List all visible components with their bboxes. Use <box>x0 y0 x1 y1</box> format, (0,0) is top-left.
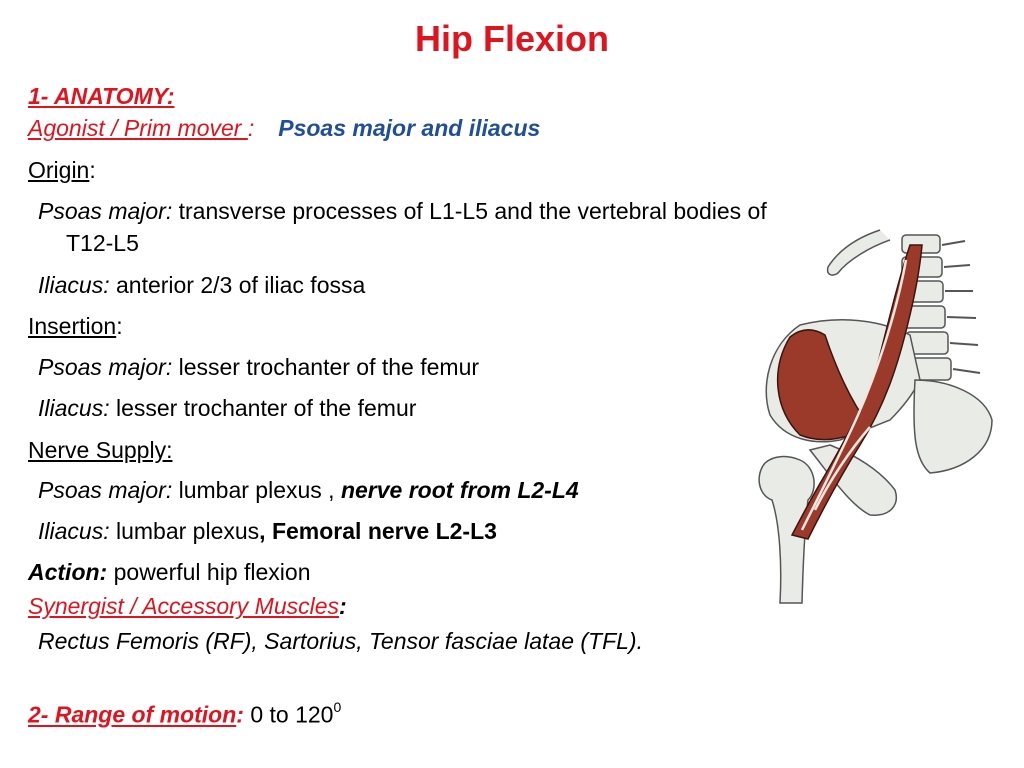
nerve-heading: Nerve Supply: <box>28 437 173 463</box>
insertion-heading: Insertion <box>28 313 117 339</box>
anatomy-heading: 1- ANATOMY: <box>28 83 175 109</box>
origin-psoas-label: Psoas major: <box>38 198 173 224</box>
origin-iliacus-line <box>38 271 365 299</box>
agonist-colon: : <box>247 115 255 141</box>
insertion-iliacus-line <box>38 394 416 422</box>
insertion-psoas-text: lesser trochanter of the femur <box>172 354 480 380</box>
insertion-iliacus-label: Iliacus: <box>38 395 110 421</box>
agonist-line <box>28 114 540 142</box>
rom-colon: : <box>236 701 244 728</box>
origin-iliacus-label: Iliacus: <box>38 272 110 298</box>
nerve-iliacus-text: lumbar plexus <box>109 518 260 544</box>
agonist-value: Psoas major and iliacus <box>278 115 541 141</box>
psoas-iliacus-illustration <box>730 205 1005 605</box>
origin-psoas-line <box>38 197 767 225</box>
origin-iliacus-text: anterior 2/3 of iliac fossa <box>109 272 366 298</box>
origin-psoas-line2: T12-L5 <box>66 230 139 256</box>
insertion-psoas-label: Psoas major: <box>38 354 173 380</box>
action-text: powerful hip flexion <box>107 559 311 585</box>
rom-line <box>28 695 341 729</box>
synergist-line <box>28 592 347 620</box>
insertion-psoas-line <box>38 353 479 381</box>
nerve-psoas-text: lumbar plexus , <box>172 477 341 503</box>
insertion-iliacus-text: lesser trochanter of the femur <box>109 395 417 421</box>
action-label: Action: <box>28 559 108 585</box>
nerve-iliacus-bold: , Femoral nerve L2-L3 <box>259 518 497 544</box>
rom-heading: 2- Range of motion <box>28 701 237 728</box>
slide-title: Hip Flexion <box>414 18 609 59</box>
action-line <box>28 558 311 586</box>
insertion-heading-line <box>28 312 123 340</box>
nerve-psoas-bold: nerve root from L2-L4 <box>340 477 579 503</box>
origin-psoas-text: transverse processes of L1-L5 and the vertebral bodies of <box>172 198 767 224</box>
origin-heading-line <box>28 156 96 184</box>
origin-colon: : <box>89 157 96 183</box>
nerve-psoas-line <box>38 476 579 504</box>
nerve-iliacus-label: Iliacus: <box>38 518 110 544</box>
synergist-colon: : <box>339 593 347 619</box>
synergist-label: Synergist / Accessory Muscles <box>28 593 340 619</box>
insertion-colon: : <box>116 313 123 339</box>
rom-text: 0 to 120 <box>243 701 334 728</box>
rom-sup: 0 <box>333 699 342 715</box>
origin-heading: Origin <box>28 157 90 183</box>
nerve-psoas-label: Psoas major: <box>38 477 173 503</box>
nerve-iliacus-line <box>38 517 497 545</box>
synergist-text: Rectus Femoris (RF), Sartorius, Tensor fasciae latae (TFL). <box>38 628 643 654</box>
agonist-label: Agonist / Prim mover <box>28 115 248 141</box>
